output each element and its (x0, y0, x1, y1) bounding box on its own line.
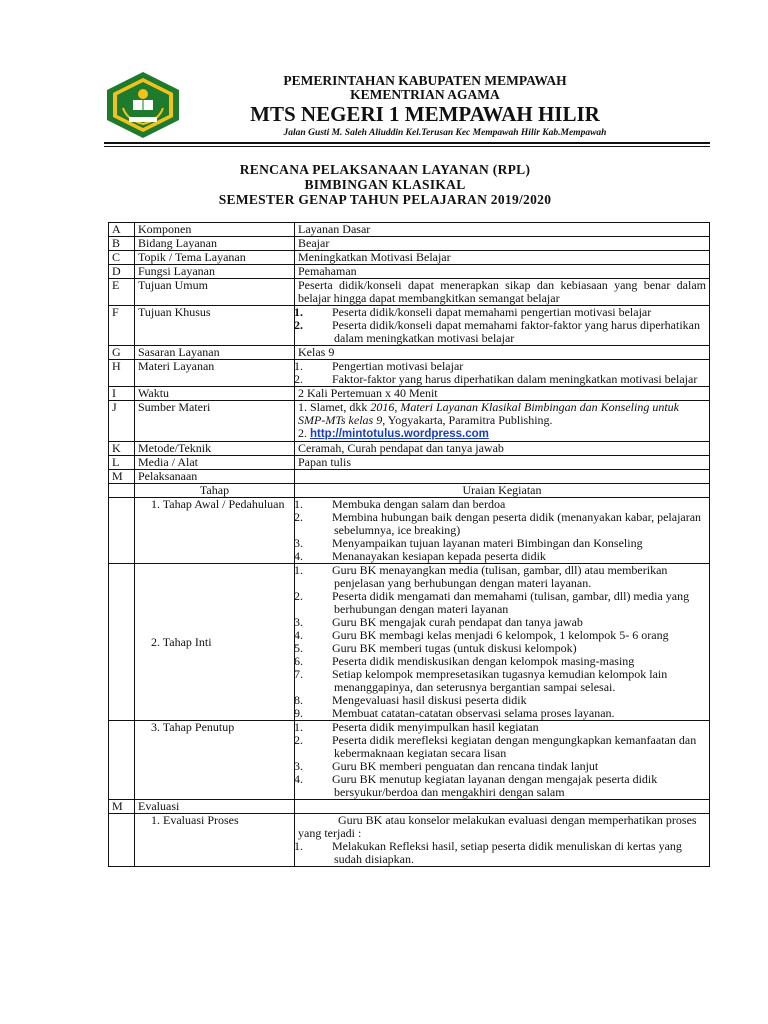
stage-row-penutup (109, 721, 710, 800)
row-code: A (109, 223, 135, 237)
row-code: M (109, 470, 135, 484)
row-label: Topik / Tema Layanan (135, 251, 295, 265)
row-code: L (109, 456, 135, 470)
stage-row-awal (109, 498, 710, 564)
list-number: 2. (294, 733, 303, 747)
proses-value (295, 814, 710, 867)
ministry-line: KEMENTRIAN AGAMA (350, 87, 500, 102)
row-label: Evaluasi (135, 800, 295, 814)
row-label: Sumber Materi (135, 401, 295, 442)
list-item (294, 563, 706, 590)
stage-items (295, 564, 710, 721)
list-text: Setiap kelompok mempresetasikan tugasnya kemudian kelompok lain menanggapinya, dan seterusnya bergantian sampai selesai. (332, 667, 668, 694)
list-text: Guru BK menayangkan media (tulisan, gambar, dll) atau memberikan penjelasan yang berhubungan dengan materi layanan. (332, 563, 668, 590)
school-name: MTS NEGERI 1 MEMPAWAH HILIR (250, 102, 600, 126)
list-text: Menanayakan kesiapan kepada peserta didik (332, 549, 546, 563)
list-number: 5. (294, 641, 303, 655)
source-prefix: 1. Slamet, dkk (298, 400, 371, 414)
table-row (109, 442, 710, 456)
row-code: H (109, 360, 135, 387)
list-number: 2. (294, 318, 303, 332)
list-number: 7. (294, 667, 303, 681)
row-label: Bidang Layanan (135, 237, 295, 251)
list-text: Peserta didik merefleksi kegiatan dengan mengungkapkan kemanfaatan dan kebermaknaan kegiatan secara lisan (332, 733, 697, 760)
list-item (294, 589, 706, 616)
row-code: I (109, 387, 135, 401)
row-value: Kelas 9 (295, 346, 710, 360)
source-1 (298, 401, 706, 427)
row-label: Metode/Teknik (135, 442, 295, 456)
list-text: Melakukan Refleksi hasil, setiap peserta didik menuliskan di kertas yang sudah disiapkan. (332, 839, 682, 866)
row-code (109, 721, 135, 800)
title-line-2: BIMBINGAN KLASIKAL (304, 177, 466, 192)
source-2 (298, 427, 706, 441)
row-value (295, 470, 710, 484)
letterhead-rule-thin (104, 146, 710, 147)
row-code: J (109, 401, 135, 442)
list-item (294, 667, 706, 694)
list-text: Menyampaikan tujuan layanan materi Bimbingan dan Konseling (332, 536, 643, 550)
row-label: Tujuan Umum (135, 279, 295, 306)
list-item (294, 372, 706, 386)
list-item (294, 549, 706, 563)
list-item (294, 510, 706, 537)
letterhead (95, 62, 735, 152)
row-value: Ceramah, Curah pendapat dan tanya jawab (295, 442, 710, 456)
pelaksanaan-header-row (109, 484, 710, 498)
table-row (109, 470, 710, 484)
list-text: Membina hubungan baik dengan peserta didik (menanyakan kabar, pelajaran sebelumnya, ice breaking) (332, 510, 702, 537)
letterhead-rule (104, 142, 710, 144)
list-text: Mengevaluasi hasil diskusi peserta didik (332, 693, 527, 707)
list-text: Guru BK menutup kegiatan layanan dengan mengajak peserta didik bersyukur/berdoa dan mengakhiri dengan salam (332, 772, 658, 799)
row-label: Pelaksanaan (135, 470, 295, 484)
list-text: Membuat catatan-catatan observasi selama proses layanan. (332, 706, 615, 720)
row-value: Beajar (295, 237, 710, 251)
row-code: G (109, 346, 135, 360)
stage-label: 1. Tahap Awal / Pedahuluan (135, 498, 295, 564)
list-text: Guru BK membagi kelas menjadi 6 kelompok, 1 kelompok 5- 6 orang (332, 628, 669, 642)
stage-label: 2. Tahap Inti (135, 564, 295, 721)
list-item (294, 706, 706, 720)
row-code (109, 814, 135, 867)
row-code (109, 498, 135, 564)
row-code: F (109, 306, 135, 346)
row-code: E (109, 279, 135, 306)
rpl-table (108, 222, 710, 867)
col-tahap: Tahap (135, 484, 295, 498)
list-text: Peserta didik/konseli dapat memahami faktor-faktor yang harus diperhatikan dalam meningkatkan motivasi belajar (332, 318, 700, 345)
row-label: Tujuan Khusus (135, 306, 295, 346)
list-text: Membuka dengan salam dan berdoa (332, 497, 506, 511)
list-number: 2. (294, 510, 303, 524)
table-row (109, 237, 710, 251)
list-number: 1. (294, 359, 303, 373)
source-suffix: , Yogyakarta, Paramitra Publishing. (382, 413, 553, 427)
table-row (109, 265, 710, 279)
row-value: Peserta didik/konseli dapat menerapkan sikap dan kebiasaan yang benar dalam belajar hingga dapat membangkitkan semangat belajar (295, 279, 710, 306)
stage-items (295, 721, 710, 800)
list-number: 1. (294, 305, 303, 319)
list-text: Peserta didik mengamati dan memahami (tulisan, gambar, dll) media yang berhubungan dengan materi layanan (332, 589, 690, 616)
source-title: 2016, Materi Layanan Klasikal Bimbingan dan Konseling untuk SMP-MTs kelas 9 (298, 400, 679, 427)
list-text: Peserta didik/konseli dapat memahami pengertian motivasi belajar (332, 305, 652, 319)
list-number: 3. (294, 536, 303, 550)
list-text: Faktor-faktor yang harus diperhatikan dalam meningkatkan motivasi belajar (332, 372, 698, 386)
row-value: 2 Kali Pertemuan x 40 Menit (295, 387, 710, 401)
row-code: K (109, 442, 135, 456)
table-row (109, 346, 710, 360)
title-line-1: RENCANA PELAKSANAAN LAYANAN (RPL) (239, 162, 531, 177)
list-item (294, 772, 706, 799)
list-text: Guru BK mengajak curah pendapat dan tanya jawab (332, 615, 583, 629)
row-value (295, 800, 710, 814)
row-code: B (109, 237, 135, 251)
list-number: 6. (294, 654, 303, 668)
table-row (109, 306, 710, 346)
list-item (294, 733, 706, 760)
list-number: 4. (294, 628, 303, 642)
row-value: Layanan Dasar (295, 223, 710, 237)
row-label: Sasaran Layanan (135, 346, 295, 360)
table-row (109, 279, 710, 306)
list-number: 1. (294, 720, 303, 734)
row-value (295, 360, 710, 387)
list-number: 4. (294, 549, 303, 563)
list-number: 3. (294, 759, 303, 773)
row-label: Waktu (135, 387, 295, 401)
list-number: 4. (294, 772, 303, 786)
list-number: 1. (294, 839, 303, 853)
row-code: M (109, 800, 135, 814)
list-text: Guru BK memberi tugas (untuk diskusi kelompok) (332, 641, 577, 655)
col-uraian: Uraian Kegiatan (295, 484, 710, 498)
list-item (294, 318, 706, 345)
row-value (295, 401, 710, 442)
list-text: Peserta didik mendiskusikan dengan kelompok masing-masing (332, 654, 635, 668)
school-address: Jalan Gusti M. Saleh Aliuddin Kel.Terusan Kec Mempawah Hilir Kab.Mempawah (283, 128, 607, 138)
gov-line: PEMERINTAHAN KABUPATEN MEMPAWAH (283, 73, 567, 88)
proses-intro: Guru BK atau konselor melakukan evaluasi dengan memperhatikan proses yang terjadi : (298, 813, 697, 840)
document-title (100, 162, 670, 207)
evaluasi-row (109, 800, 710, 814)
row-code: D (109, 265, 135, 279)
list-number: 9. (294, 706, 303, 720)
source-link[interactable]: http://mintotulus.wordpress.com (310, 428, 489, 440)
source-number: 2. (298, 426, 310, 440)
table-row (109, 387, 710, 401)
evaluasi-proses-row (109, 814, 710, 867)
table-row (109, 223, 710, 237)
table-row (109, 456, 710, 470)
proses-label: 1. Evaluasi Proses (135, 814, 295, 867)
list-number: 1. (294, 563, 303, 577)
table-row (109, 360, 710, 387)
row-code: C (109, 251, 135, 265)
list-text: Pengertian motivasi belajar (332, 359, 464, 373)
list-text: Guru BK memberi penguatan dan rencana tindak lanjut (332, 759, 599, 773)
list-number: 2. (294, 372, 303, 386)
table-row (109, 401, 710, 442)
table-row (109, 251, 710, 265)
list-number: 1. (294, 497, 303, 511)
row-value: Meningkatkan Motivasi Belajar (295, 251, 710, 265)
row-label: Komponen (135, 223, 295, 237)
stage-items (295, 498, 710, 564)
title-line-3: SEMESTER GENAP TAHUN PELAJARAN 2019/2020 (218, 192, 552, 207)
row-code (109, 564, 135, 721)
list-number: 3. (294, 615, 303, 629)
list-text: Peserta didik menyimpulkan hasil kegiatan (332, 720, 539, 734)
row-value (295, 306, 710, 346)
row-code (109, 484, 135, 498)
list-number: 8. (294, 693, 303, 707)
row-value: Pemahaman (295, 265, 710, 279)
stage-label: 3. Tahap Penutup (135, 721, 295, 800)
row-label: Media / Alat (135, 456, 295, 470)
list-number: 2. (294, 589, 303, 603)
row-value: Papan tulis (295, 456, 710, 470)
stage-row-inti (109, 564, 710, 721)
row-label: Fungsi Layanan (135, 265, 295, 279)
list-item (294, 839, 706, 866)
row-label: Materi Layanan (135, 360, 295, 387)
